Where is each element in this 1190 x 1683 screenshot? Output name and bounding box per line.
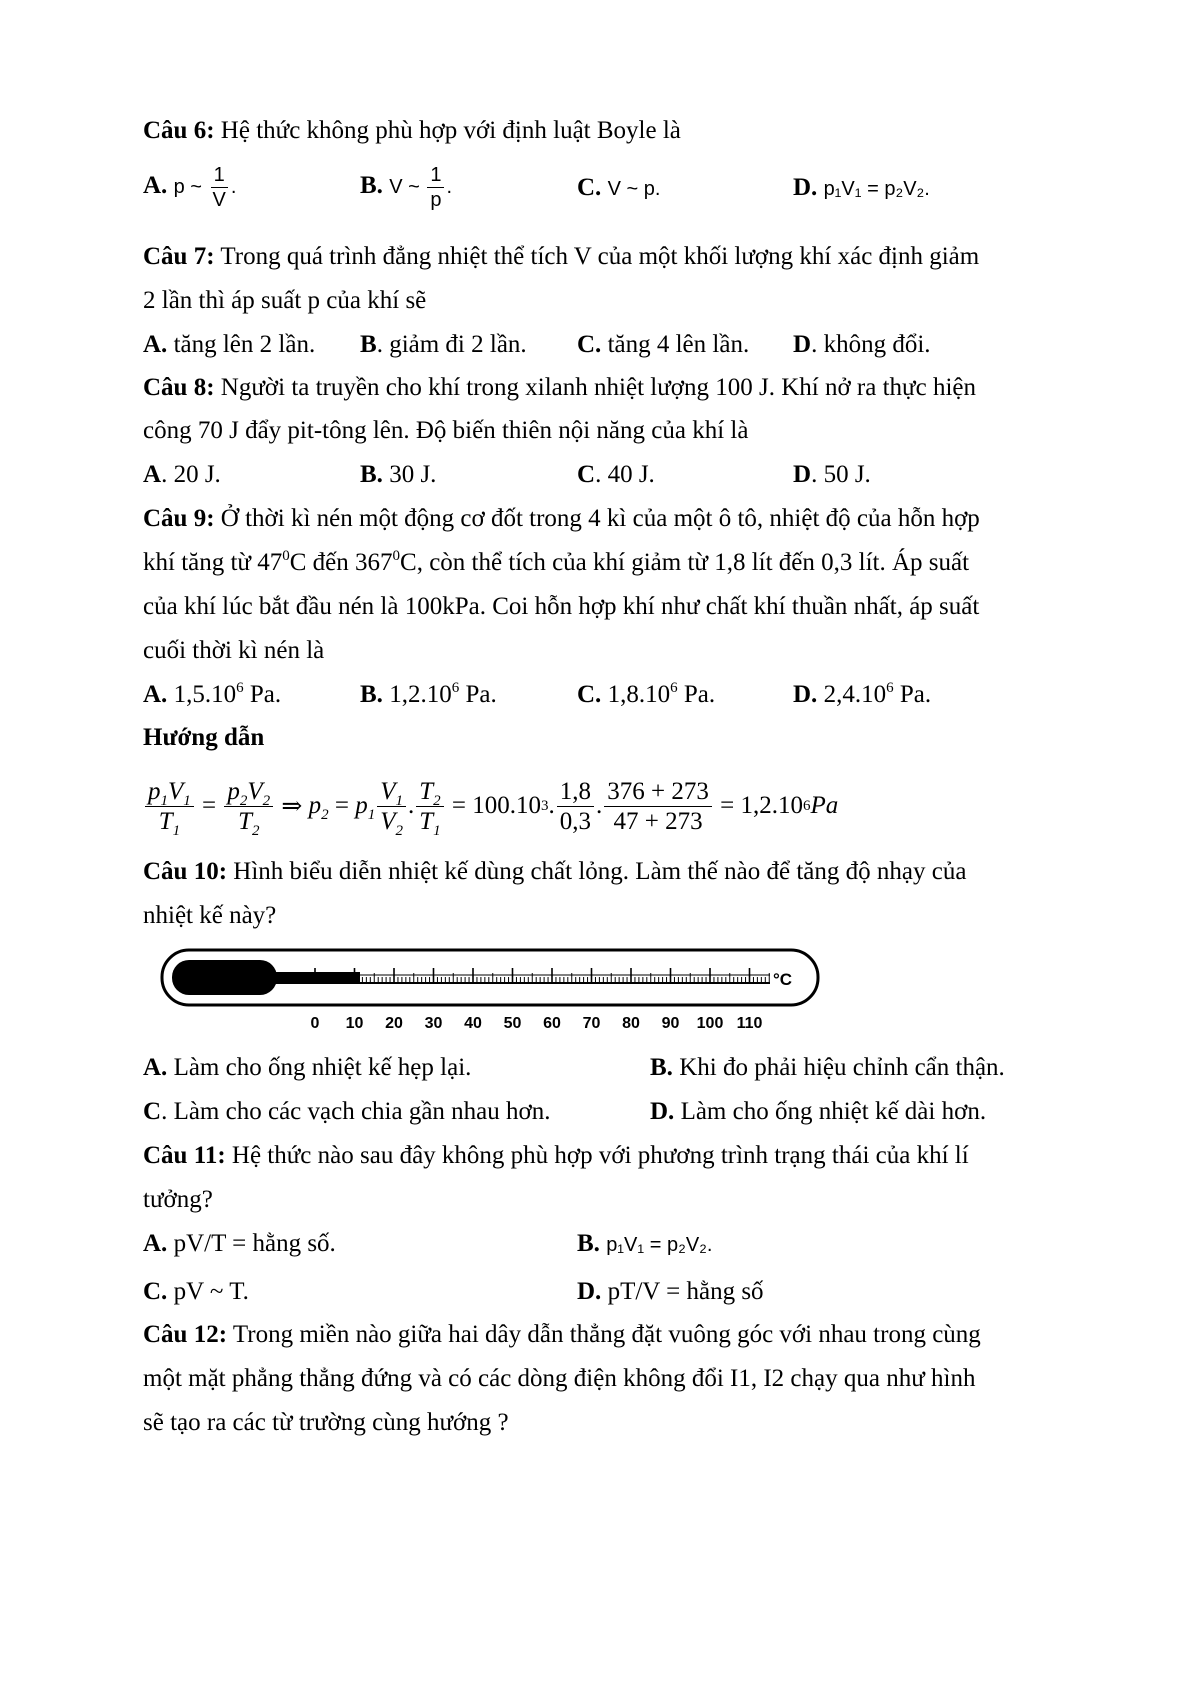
q8-option-d: D. 50 J. [793,461,871,488]
q9-option-c: C. 1,8.10$^6$ Pa. [577,680,716,708]
q7-option-c: C. tăng 4 lên lần. [577,331,750,358]
q12-stem-line1: Câu 12: Trong miền nào giữa hai dây dẫn thẳng đặt vuông góc với nhau trong cùng [143,1321,981,1348]
q9-option-a: A. 1,5.10$^6$ Pa. [143,680,282,708]
guide-title: Hướng dẫn [143,724,265,751]
q11-stem-line2: tưởng? [143,1186,213,1213]
q8-stem-line2: công 70 J đẩy pit-tông lên. Độ biến thiên nội năng của khí là [143,417,749,444]
thermometer-scale-label: 0 [310,1015,320,1032]
q10-option-b: B. Khi đo phải hiệu chỉnh cẩn thận. [650,1054,1005,1081]
q9-stem-line4: cuối thời kì nén là [143,637,325,664]
q10-option-c: C. Làm cho các vạch chia gần nhau hơn. [143,1098,551,1125]
q8-option-b: B. 30 J. [360,461,437,488]
q8-option-c: C. 40 J. [577,461,655,488]
thermometer-illustration [160,948,820,1033]
thermometer-scale-label: 110 [736,1015,763,1032]
thermometer-scale-label: 30 [424,1015,443,1032]
q11-option-b: B. p₁V₁ = p₂V₂. [577,1230,713,1257]
q12-stem-line2: một mặt phẳng thẳng đứng và có các dòng điện không đổi I1, I2 chạy qua như hình [143,1365,976,1392]
q10-option-d: D. Làm cho ống nhiệt kế dài hơn. [650,1098,987,1125]
q7-option-d: D. không đổi. [793,331,931,358]
q9-option-d: D. 2,4.10$^6$ Pa. [793,680,932,708]
thermometer-scale-label: 90 [661,1015,680,1032]
q7-option-b: B. giảm đi 2 lần. [360,331,527,358]
q6-stem: Câu 6: Hệ thức không phù hợp với định luật Boyle là [143,117,681,144]
q8-stem-line1: Câu 8: Người ta truyền cho khí trong xilanh nhiệt lượng 100 J. Khí nở ra thực hiện [143,374,976,401]
q11-option-d: D. pT/V = hằng số [577,1278,764,1305]
q6-option-c: C. V ~ p. [577,174,661,201]
q9-stem-line2: khí tăng từ $47^0C$ đến $367^0C$, còn thể tích của khí giảm từ 1,8 lít đến 0,3 lít. Áp suất [143,548,970,576]
guide-fraction-volume: $\frac{1,8}{0,3}$ [557,779,594,834]
thermometer-scale-label: 80 [622,1015,640,1032]
q9-stem-line3: của khí lúc bắt đầu nén là 100kPa. Coi hỗn hợp khí như chất khí thuần nhất, áp suất [143,593,980,620]
q10-stem-line1: Câu 10: Hình biểu diễn nhiệt kế dùng chất lỏng. Làm thế nào để tăng độ nhạy của [143,858,967,885]
q6-option-b: B. V ~ $\frac{1}{p}$ . [360,163,453,211]
q12-stem-line3: sẽ tạo ra các từ trường cùng hướng ? [143,1409,509,1436]
q6-option-d: D. p₁V₁ = p₂V₂. [793,174,930,201]
q11-stem-line1: Câu 11: Hệ thức nào sau đây không phù hợp với phương trình trạng thái của khí lí [143,1142,969,1169]
q7-option-a: A. tăng lên 2 lần. [143,331,316,358]
q9-option-b: B. 1,2.10$^6$ Pa. [360,680,497,708]
thermometer-scale-label: 60 [543,1015,561,1032]
guide-fraction-temperature: $\frac{376 + 273}{47 + 273}$ [604,779,712,834]
q11-option-a: A. pV/T = hằng số. [143,1230,336,1257]
thermometer-scale-label: 20 [385,1015,403,1032]
thermometer-scale-label: 50 [503,1015,522,1032]
guide-formula: $\frac{p_1V_1}{T_1}$ = $\frac{p_2V_2}{T_2}$ ⇒ $p_2$ = $p_1$ $\frac{V_1}{V_2}$ . $\frac{T_2}{T_1}$ = 100.10 3 . $\frac{1,8}{0,3}$ . $\frac{376 + 273}{47 + 273}$ = 1,2.10 6 Pa [143,772,838,840]
q7-stem-line2: 2 lần thì áp suất p của khí sẽ [143,287,427,314]
thermometer-scale-label: 100 [696,1015,724,1032]
q10-stem-line2: nhiệt kế này? [143,902,277,929]
q6-option-a-fraction: $\frac{1}{V}$ [212,163,226,211]
q6-option-a: A. p ~ $\frac{1}{V}$ . [143,163,237,211]
thermometer-scale-label: 40 [464,1015,482,1032]
thermometer-unit: °C [773,970,793,989]
q7-stem-line1: Câu 7: Trong quá trình đẳng nhiệt thể tích V của một khối lượng khí xác định giảm [143,243,980,270]
q8-option-a: A. 20 J. [143,461,221,488]
q6-option-b-fraction: $\frac{1}{p}$ [427,165,444,210]
q11-option-c: C. pV ~ T. [143,1278,249,1305]
thermometer-scale-label: 10 [345,1015,364,1032]
q10-option-a: A. Làm cho ống nhiệt kế hẹp lại. [143,1054,472,1081]
thermometer-scale-label: 70 [582,1015,601,1032]
q9-stem-line1: Câu 9: Ở thời kì nén một động cơ đốt trong 4 kì của một ô tô, nhiệt độ của hỗn hợp [143,505,980,532]
